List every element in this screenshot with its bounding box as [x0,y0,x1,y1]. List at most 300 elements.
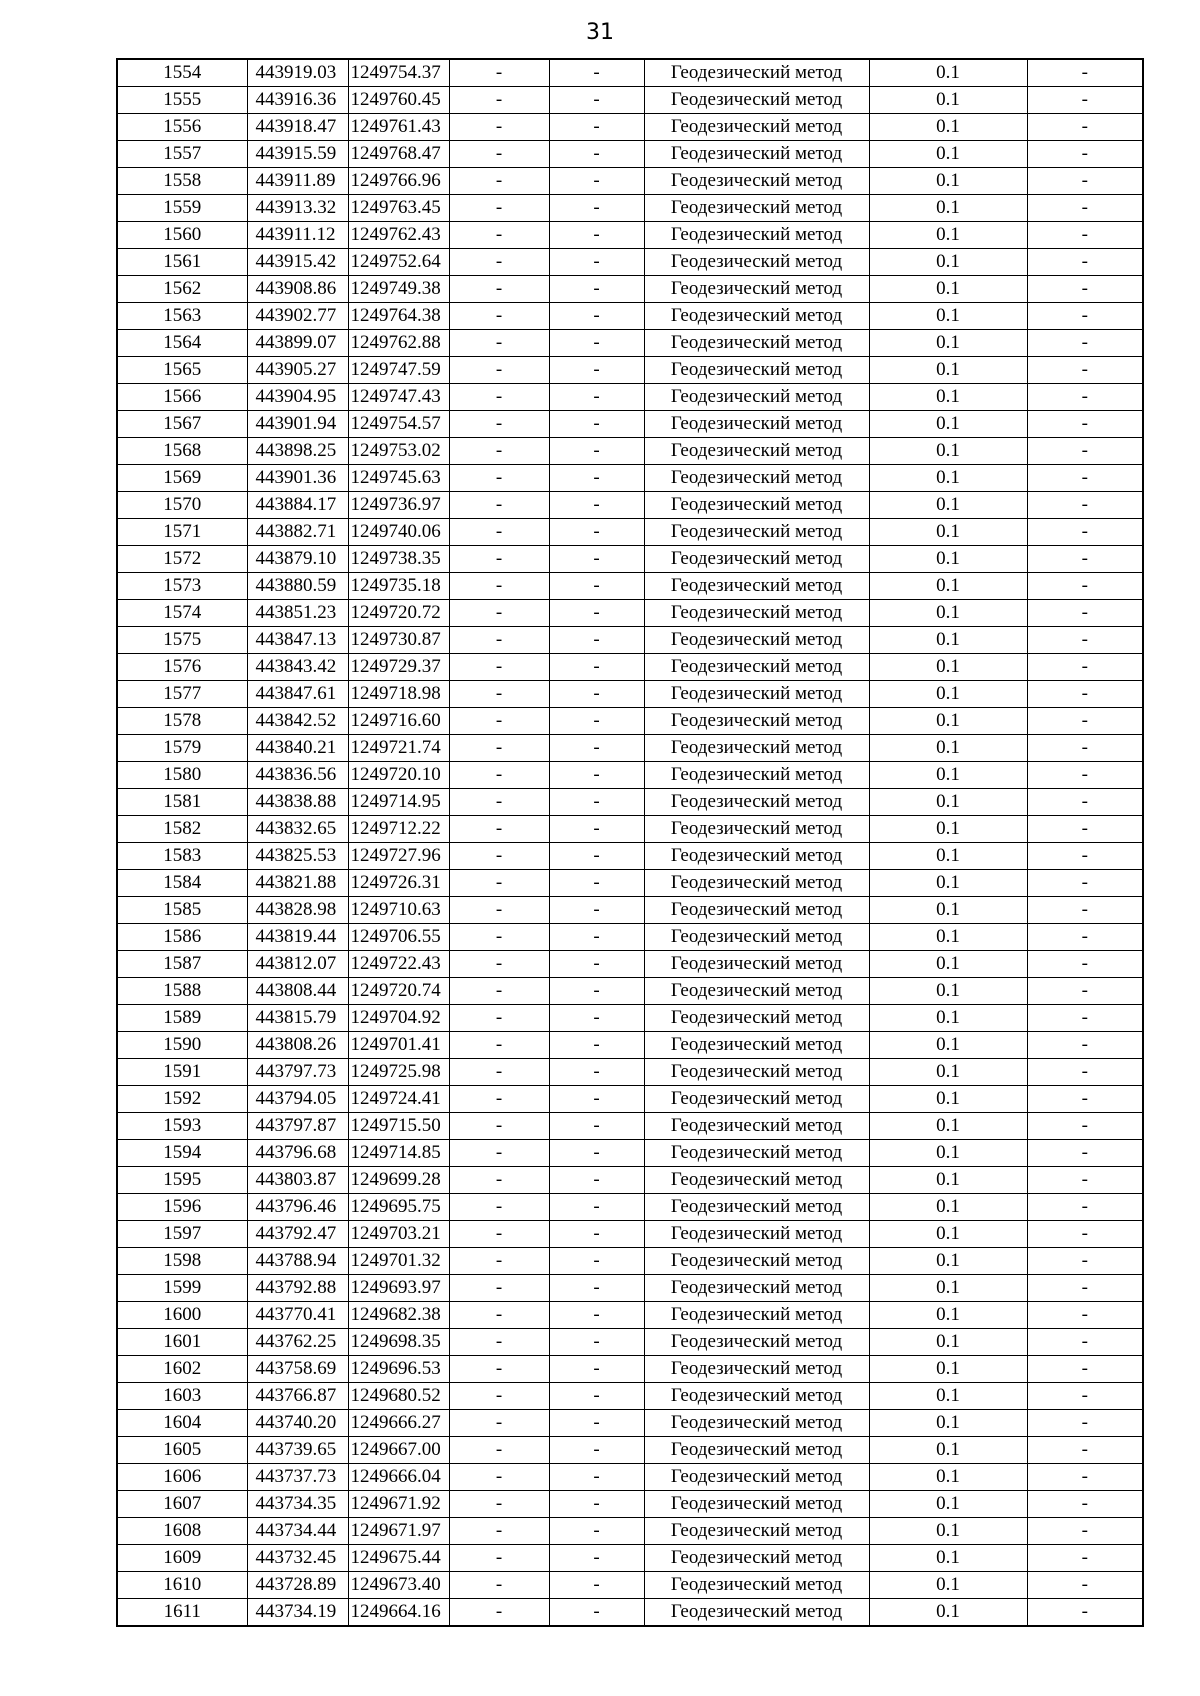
empty-value-cell: - [449,1059,549,1086]
coordinate-y-cell: 1249745.63 [348,465,449,492]
empty-value-cell: - [549,1599,644,1627]
method-cell: Геодезический метод [644,1545,869,1572]
empty-value-cell: - [449,249,549,276]
coordinate-x-cell: 443915.42 [247,249,348,276]
empty-value-cell: - [1027,195,1143,222]
coordinate-x-cell: 443911.12 [247,222,348,249]
table-row [117,1518,1143,1545]
coordinate-y-cell: 1249682.38 [348,1302,449,1329]
empty-value-cell: - [1027,870,1143,897]
empty-value-cell: - [449,978,549,1005]
coordinate-y-cell: 1249666.27 [348,1410,449,1437]
empty-value-cell: - [549,357,644,384]
empty-value-cell: - [549,114,644,141]
coordinate-x-cell: 443758.69 [247,1356,348,1383]
table-row [117,195,1143,222]
method-cell: Геодезический метод [644,1005,869,1032]
coordinate-x-cell: 443828.98 [247,897,348,924]
accuracy-cell: 0.1 [869,1518,1027,1545]
table-row [117,1059,1143,1086]
coordinate-x-cell: 443843.42 [247,654,348,681]
method-cell: Геодезический метод [644,627,869,654]
accuracy-cell: 0.1 [869,1383,1027,1410]
coordinate-x-cell: 443808.44 [247,978,348,1005]
coordinate-y-cell: 1249766.96 [348,168,449,195]
coordinate-x-cell: 443879.10 [247,546,348,573]
empty-value-cell: - [1027,1545,1143,1572]
table-row [117,681,1143,708]
coordinate-y-cell: 1249762.43 [348,222,449,249]
method-cell: Геодезический метод [644,1113,869,1140]
empty-value-cell: - [549,1221,644,1248]
point-number-cell: 1573 [117,573,247,600]
empty-value-cell: - [1027,1302,1143,1329]
coordinate-x-cell: 443836.56 [247,762,348,789]
method-cell: Геодезический метод [644,1032,869,1059]
empty-value-cell: - [1027,303,1143,330]
table-row [117,519,1143,546]
empty-value-cell: - [1027,1383,1143,1410]
coordinate-y-cell: 1249698.35 [348,1329,449,1356]
method-cell: Геодезический метод [644,870,869,897]
accuracy-cell: 0.1 [869,59,1027,87]
method-cell: Геодезический метод [644,1518,869,1545]
coordinate-y-cell: 1249664.16 [348,1599,449,1627]
empty-value-cell: - [1027,1275,1143,1302]
method-cell: Геодезический метод [644,141,869,168]
empty-value-cell: - [449,735,549,762]
empty-value-cell: - [1027,1113,1143,1140]
table-row [117,951,1143,978]
coordinate-y-cell: 1249714.85 [348,1140,449,1167]
empty-value-cell: - [1027,1005,1143,1032]
point-number-cell: 1587 [117,951,247,978]
coordinate-x-cell: 443770.41 [247,1302,348,1329]
empty-value-cell: - [1027,924,1143,951]
point-number-cell: 1605 [117,1437,247,1464]
coordinate-y-cell: 1249752.64 [348,249,449,276]
accuracy-cell: 0.1 [869,870,1027,897]
coordinate-y-cell: 1249716.60 [348,708,449,735]
accuracy-cell: 0.1 [869,519,1027,546]
point-number-cell: 1562 [117,276,247,303]
empty-value-cell: - [449,1464,549,1491]
coordinate-y-cell: 1249671.97 [348,1518,449,1545]
coordinate-y-cell: 1249736.97 [348,492,449,519]
accuracy-cell: 0.1 [869,600,1027,627]
coordinate-y-cell: 1249764.38 [348,303,449,330]
empty-value-cell: - [549,411,644,438]
coordinate-y-cell: 1249727.96 [348,843,449,870]
point-number-cell: 1575 [117,627,247,654]
empty-value-cell: - [1027,357,1143,384]
empty-value-cell: - [549,1356,644,1383]
empty-value-cell: - [449,1167,549,1194]
method-cell: Геодезический метод [644,1437,869,1464]
method-cell: Геодезический метод [644,1410,869,1437]
empty-value-cell: - [1027,1410,1143,1437]
table-row [117,1545,1143,1572]
coordinate-x-cell: 443832.65 [247,816,348,843]
coordinate-x-cell: 443884.17 [247,492,348,519]
table-row [117,492,1143,519]
point-number-cell: 1589 [117,1005,247,1032]
coordinate-y-cell: 1249703.21 [348,1221,449,1248]
method-cell: Геодезический метод [644,897,869,924]
table-row [117,330,1143,357]
table-row [117,1032,1143,1059]
coordinate-x-cell: 443842.52 [247,708,348,735]
point-number-cell: 1572 [117,546,247,573]
point-number-cell: 1568 [117,438,247,465]
empty-value-cell: - [549,384,644,411]
table-row [117,1383,1143,1410]
accuracy-cell: 0.1 [869,708,1027,735]
empty-value-cell: - [1027,492,1143,519]
coordinate-x-cell: 443915.59 [247,141,348,168]
empty-value-cell: - [549,465,644,492]
empty-value-cell: - [549,1275,644,1302]
empty-value-cell: - [549,1410,644,1437]
table-row [117,1140,1143,1167]
table-row [117,303,1143,330]
method-cell: Геодезический метод [644,1059,869,1086]
empty-value-cell: - [449,1383,549,1410]
empty-value-cell: - [449,438,549,465]
empty-value-cell: - [1027,627,1143,654]
point-number-cell: 1591 [117,1059,247,1086]
coordinate-y-cell: 1249749.38 [348,276,449,303]
coordinate-x-cell: 443812.07 [247,951,348,978]
method-cell: Геодезический метод [644,951,869,978]
empty-value-cell: - [1027,573,1143,600]
point-number-cell: 1588 [117,978,247,1005]
point-number-cell: 1574 [117,600,247,627]
method-cell: Геодезический метод [644,1140,869,1167]
point-number-cell: 1598 [117,1248,247,1275]
point-number-cell: 1594 [117,1140,247,1167]
point-number-cell: 1576 [117,654,247,681]
empty-value-cell: - [549,249,644,276]
coordinate-y-cell: 1249762.88 [348,330,449,357]
method-cell: Геодезический метод [644,816,869,843]
point-number-cell: 1606 [117,1464,247,1491]
empty-value-cell: - [449,681,549,708]
table-row [117,762,1143,789]
coordinate-y-cell: 1249761.43 [348,114,449,141]
empty-value-cell: - [1027,1356,1143,1383]
empty-value-cell: - [449,1086,549,1113]
empty-value-cell: - [549,492,644,519]
coordinate-y-cell: 1249675.44 [348,1545,449,1572]
empty-value-cell: - [549,1329,644,1356]
accuracy-cell: 0.1 [869,438,1027,465]
empty-value-cell: - [549,1113,644,1140]
accuracy-cell: 0.1 [869,303,1027,330]
method-cell: Геодезический метод [644,789,869,816]
coordinate-y-cell: 1249699.28 [348,1167,449,1194]
point-number-cell: 1565 [117,357,247,384]
empty-value-cell: - [549,1572,644,1599]
empty-value-cell: - [449,708,549,735]
table-row [117,1194,1143,1221]
coordinate-y-cell: 1249704.92 [348,1005,449,1032]
method-cell: Геодезический метод [644,492,869,519]
point-number-cell: 1559 [117,195,247,222]
empty-value-cell: - [449,1275,549,1302]
coordinate-y-cell: 1249747.59 [348,357,449,384]
accuracy-cell: 0.1 [869,816,1027,843]
point-number-cell: 1603 [117,1383,247,1410]
coordinate-y-cell: 1249726.31 [348,870,449,897]
empty-value-cell: - [449,276,549,303]
point-number-cell: 1586 [117,924,247,951]
method-cell: Геодезический метод [644,519,869,546]
accuracy-cell: 0.1 [869,1140,1027,1167]
accuracy-cell: 0.1 [869,1086,1027,1113]
empty-value-cell: - [549,519,644,546]
coordinate-x-cell: 443737.73 [247,1464,348,1491]
empty-value-cell: - [449,1599,549,1627]
method-cell: Геодезический метод [644,1464,869,1491]
empty-value-cell: - [549,708,644,735]
point-number-cell: 1558 [117,168,247,195]
accuracy-cell: 0.1 [869,573,1027,600]
coordinate-x-cell: 443901.36 [247,465,348,492]
method-cell: Геодезический метод [644,600,869,627]
empty-value-cell: - [449,573,549,600]
method-cell: Геодезический метод [644,411,869,438]
empty-value-cell: - [549,87,644,114]
empty-value-cell: - [1027,465,1143,492]
coordinate-y-cell: 1249712.22 [348,816,449,843]
accuracy-cell: 0.1 [869,1032,1027,1059]
coordinate-x-cell: 443840.21 [247,735,348,762]
accuracy-cell: 0.1 [869,411,1027,438]
coordinate-y-cell: 1249768.47 [348,141,449,168]
accuracy-cell: 0.1 [869,654,1027,681]
empty-value-cell: - [549,843,644,870]
empty-value-cell: - [1027,87,1143,114]
point-number-cell: 1571 [117,519,247,546]
empty-value-cell: - [1027,330,1143,357]
accuracy-cell: 0.1 [869,789,1027,816]
empty-value-cell: - [449,168,549,195]
table-row [117,1248,1143,1275]
point-number-cell: 1608 [117,1518,247,1545]
empty-value-cell: - [449,1410,549,1437]
accuracy-cell: 0.1 [869,1275,1027,1302]
coordinate-x-cell: 443908.86 [247,276,348,303]
empty-value-cell: - [449,330,549,357]
empty-value-cell: - [1027,141,1143,168]
coordinate-x-cell: 443788.94 [247,1248,348,1275]
accuracy-cell: 0.1 [869,681,1027,708]
point-number-cell: 1596 [117,1194,247,1221]
accuracy-cell: 0.1 [869,141,1027,168]
coordinate-y-cell: 1249680.52 [348,1383,449,1410]
empty-value-cell: - [1027,762,1143,789]
empty-value-cell: - [549,1518,644,1545]
empty-value-cell: - [549,222,644,249]
coordinate-x-cell: 443882.71 [247,519,348,546]
coordinate-y-cell: 1249667.00 [348,1437,449,1464]
table-row [117,141,1143,168]
coordinate-y-cell: 1249754.37 [348,59,449,87]
empty-value-cell: - [1027,411,1143,438]
point-number-cell: 1611 [117,1599,247,1627]
method-cell: Геодезический метод [644,1329,869,1356]
table-row [117,1275,1143,1302]
accuracy-cell: 0.1 [869,762,1027,789]
point-number-cell: 1564 [117,330,247,357]
coordinate-y-cell: 1249754.57 [348,411,449,438]
accuracy-cell: 0.1 [869,384,1027,411]
point-number-cell: 1569 [117,465,247,492]
empty-value-cell: - [549,897,644,924]
coordinate-y-cell: 1249738.35 [348,546,449,573]
accuracy-cell: 0.1 [869,465,1027,492]
empty-value-cell: - [1027,249,1143,276]
empty-value-cell: - [549,978,644,1005]
empty-value-cell: - [449,1140,549,1167]
table-row [117,654,1143,681]
table-row [117,708,1143,735]
coordinate-x-cell: 443851.23 [247,600,348,627]
empty-value-cell: - [449,1032,549,1059]
empty-value-cell: - [449,114,549,141]
point-number-cell: 1556 [117,114,247,141]
accuracy-cell: 0.1 [869,492,1027,519]
empty-value-cell: - [1027,1221,1143,1248]
point-number-cell: 1579 [117,735,247,762]
coordinate-x-cell: 443838.88 [247,789,348,816]
coordinate-x-cell: 443796.68 [247,1140,348,1167]
table-row [117,1221,1143,1248]
empty-value-cell: - [449,1194,549,1221]
empty-value-cell: - [549,1302,644,1329]
coordinate-y-cell: 1249753.02 [348,438,449,465]
empty-value-cell: - [549,1464,644,1491]
table-row [117,1005,1143,1032]
empty-value-cell: - [449,1356,549,1383]
table-row [117,924,1143,951]
empty-value-cell: - [549,1545,644,1572]
coordinate-x-cell: 443901.94 [247,411,348,438]
coordinate-x-cell: 443847.13 [247,627,348,654]
empty-value-cell: - [449,519,549,546]
coordinate-y-cell: 1249671.92 [348,1491,449,1518]
accuracy-cell: 0.1 [869,222,1027,249]
table-row [117,735,1143,762]
table-row [117,1356,1143,1383]
coordinate-y-cell: 1249721.74 [348,735,449,762]
table-row [117,573,1143,600]
coordinate-y-cell: 1249720.10 [348,762,449,789]
empty-value-cell: - [1027,546,1143,573]
empty-value-cell: - [549,330,644,357]
table-row [117,114,1143,141]
empty-value-cell: - [549,789,644,816]
empty-value-cell: - [1027,816,1143,843]
empty-value-cell: - [449,897,549,924]
empty-value-cell: - [1027,1464,1143,1491]
table-row [117,1464,1143,1491]
method-cell: Геодезический метод [644,1248,869,1275]
point-number-cell: 1601 [117,1329,247,1356]
table-row [117,438,1143,465]
empty-value-cell: - [1027,1599,1143,1627]
empty-value-cell: - [1027,681,1143,708]
empty-value-cell: - [549,276,644,303]
method-cell: Геодезический метод [644,1491,869,1518]
method-cell: Геодезический метод [644,357,869,384]
accuracy-cell: 0.1 [869,330,1027,357]
coordinate-y-cell: 1249722.43 [348,951,449,978]
accuracy-cell: 0.1 [869,1059,1027,1086]
method-cell: Геодезический метод [644,1356,869,1383]
empty-value-cell: - [449,59,549,87]
table-row [117,411,1143,438]
empty-value-cell: - [449,1248,549,1275]
coordinate-y-cell: 1249715.50 [348,1113,449,1140]
coordinate-y-cell: 1249695.75 [348,1194,449,1221]
point-number-cell: 1599 [117,1275,247,1302]
point-number-cell: 1582 [117,816,247,843]
method-cell: Геодезический метод [644,59,869,87]
empty-value-cell: - [449,465,549,492]
empty-value-cell: - [549,1059,644,1086]
accuracy-cell: 0.1 [869,276,1027,303]
point-number-cell: 1583 [117,843,247,870]
point-number-cell: 1555 [117,87,247,114]
empty-value-cell: - [449,1545,549,1572]
method-cell: Геодезический метод [644,1599,869,1627]
empty-value-cell: - [1027,1032,1143,1059]
empty-value-cell: - [449,357,549,384]
coordinate-x-cell: 443911.89 [247,168,348,195]
coordinate-y-cell: 1249718.98 [348,681,449,708]
coordinate-x-cell: 443902.77 [247,303,348,330]
empty-value-cell: - [549,924,644,951]
coordinate-x-cell: 443825.53 [247,843,348,870]
table-row [117,168,1143,195]
method-cell: Геодезический метод [644,1167,869,1194]
empty-value-cell: - [449,384,549,411]
coordinate-y-cell: 1249673.40 [348,1572,449,1599]
empty-value-cell: - [449,1491,549,1518]
accuracy-cell: 0.1 [869,1113,1027,1140]
point-number-cell: 1580 [117,762,247,789]
accuracy-cell: 0.1 [869,546,1027,573]
point-number-cell: 1578 [117,708,247,735]
coordinate-x-cell: 443898.25 [247,438,348,465]
empty-value-cell: - [449,141,549,168]
method-cell: Геодезический метод [644,1194,869,1221]
empty-value-cell: - [449,1518,549,1545]
coordinate-y-cell: 1249747.43 [348,384,449,411]
coordinate-x-cell: 443792.88 [247,1275,348,1302]
point-number-cell: 1567 [117,411,247,438]
point-number-cell: 1610 [117,1572,247,1599]
point-number-cell: 1557 [117,141,247,168]
coordinate-x-cell: 443732.45 [247,1545,348,1572]
empty-value-cell: - [1027,897,1143,924]
coordinate-x-cell: 443734.44 [247,1518,348,1545]
method-cell: Геодезический метод [644,114,869,141]
coordinate-x-cell: 443808.26 [247,1032,348,1059]
point-number-cell: 1570 [117,492,247,519]
